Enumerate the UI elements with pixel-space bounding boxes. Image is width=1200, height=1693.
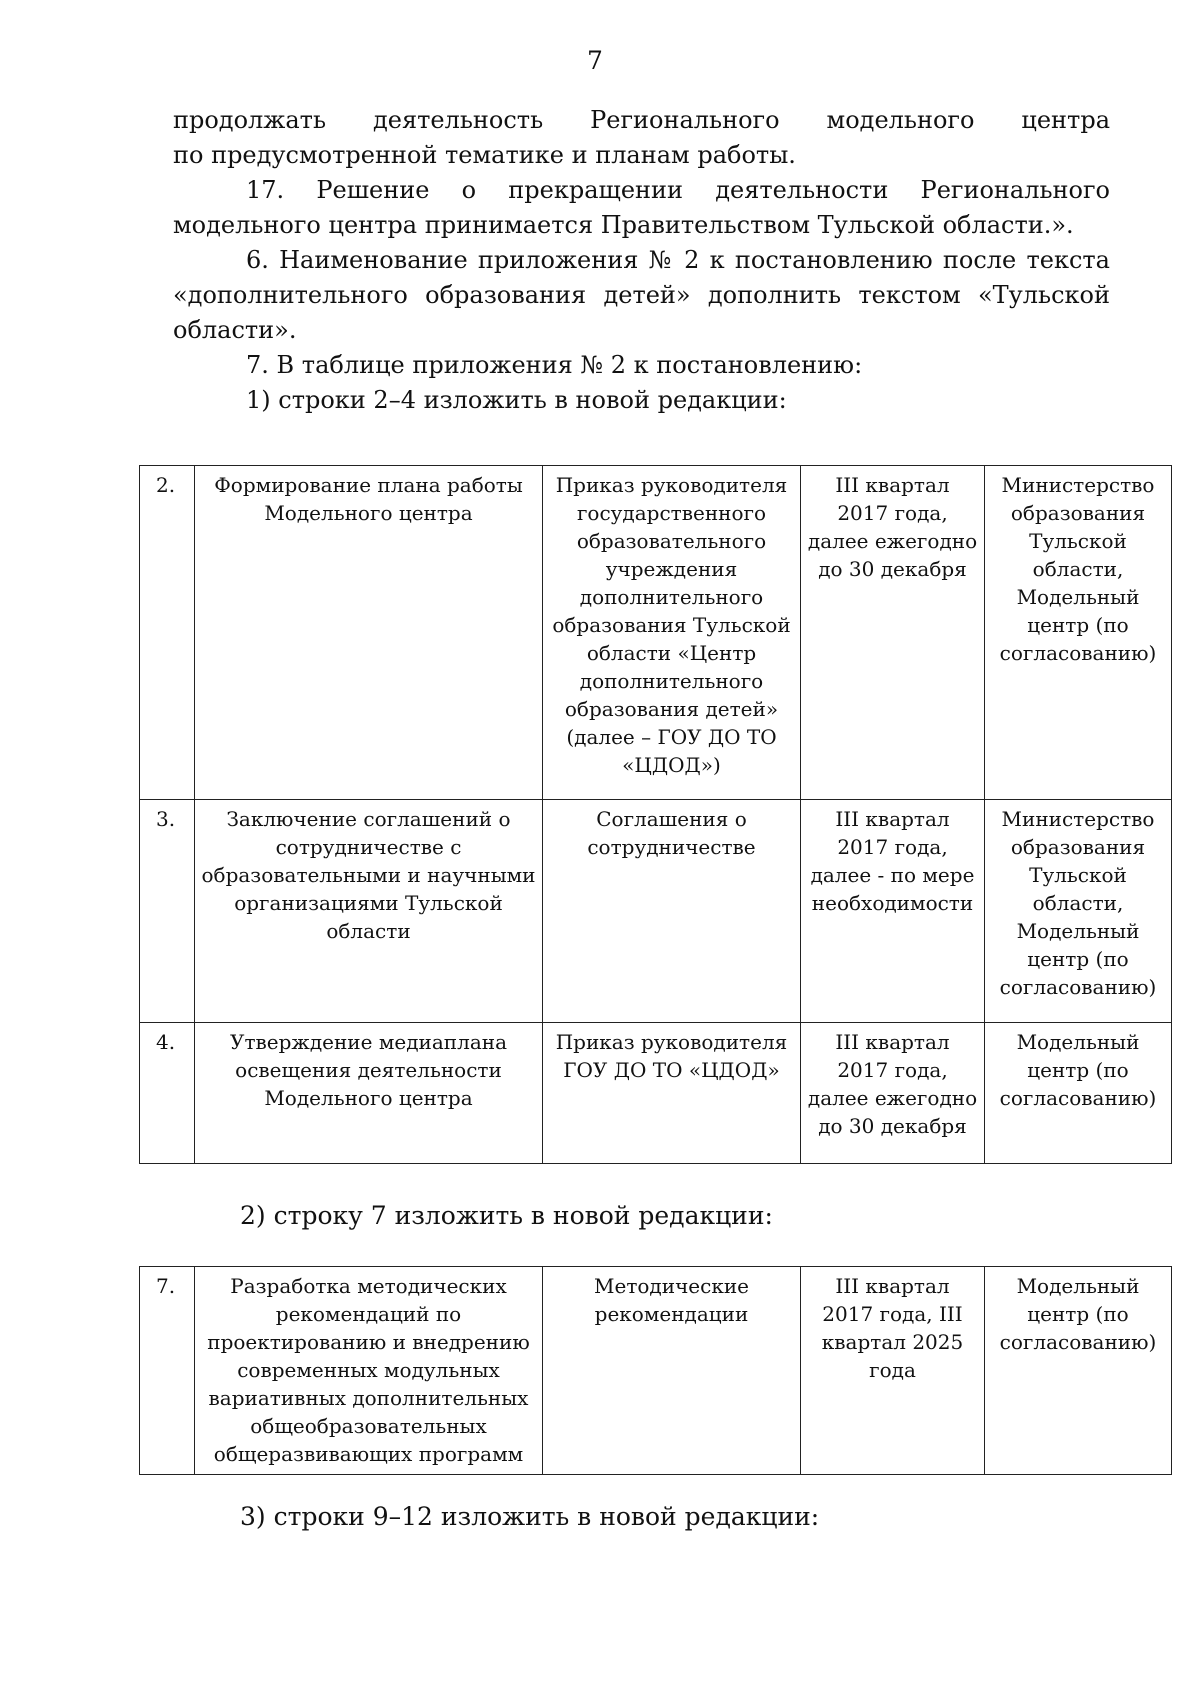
row-period: III квартал 2017 года, III квартал 2025 года [801, 1267, 985, 1475]
table-row [140, 1023, 1172, 1164]
row-number: 2. [140, 466, 195, 800]
row-responsible: Модельный центр (по согласованию) [985, 1267, 1172, 1475]
subheading-rows-2-4: 1) строки 2–4 изложить в новой редакции: [246, 386, 787, 414]
paragraph-item-7: 7. В таблице приложения № 2 к постановлению: [246, 351, 863, 379]
row-action: Заключение соглашений о сотрудничестве с образовательными и научными организациями Тульской области [195, 800, 543, 1023]
row-number: 4. [140, 1023, 195, 1164]
paragraph-item-6: 6. Наименование приложения № 2 к постановлению после текста «дополнительного образования детей» дополнить текстом «Тульской области». [173, 246, 1110, 344]
subheading-row-7: 2) строку 7 изложить в новой редакции: [240, 1201, 773, 1230]
page-number: 7 [587, 46, 603, 75]
row-document: Соглашения о сотрудничестве [543, 800, 801, 1023]
row-action: Формирование плана работы Модельного центра [195, 466, 543, 800]
body-text [173, 103, 1110, 418]
paragraph-continuation-line1: продолжать деятельность Регионального модельного центра [173, 106, 1110, 134]
row-document: Методические рекомендации [543, 1267, 801, 1475]
row-period: III квартал 2017 года, далее ежегодно до 30 декабря [801, 466, 985, 800]
table-row [140, 466, 1172, 800]
row-period: III квартал 2017 года, далее ежегодно до 30 декабря [801, 1023, 985, 1164]
row-responsible: Министерство образования Тульской области, Модельный центр (по согласованию) [985, 800, 1172, 1023]
table-row [140, 800, 1172, 1023]
table-rows-2-4 [139, 465, 1172, 1164]
paragraph-17: 17. Решение о прекращении деятельности Регионального модельного центра принимается Правительством Тульской области.». [173, 176, 1110, 239]
row-document: Приказ руководителя государственного образовательного учреждения дополнительного образования Тульской области «Центр дополнительного образования детей» (далее – ГОУ ДО ТО «ЦДОД») [543, 466, 801, 800]
subheading-rows-9-12: 3) строки 9–12 изложить в новой редакции: [240, 1502, 820, 1531]
row-responsible: Модельный центр (по согласованию) [985, 1023, 1172, 1164]
row-action: Разработка методических рекомендаций по проектированию и внедрению современных модульных вариативных дополнительных общеобразовательных общеразвивающих программ [195, 1267, 543, 1475]
row-action: Утверждение медиаплана освещения деятельности Модельного центра [195, 1023, 543, 1164]
table-row-7 [139, 1266, 1172, 1475]
row-document: Приказ руководителя ГОУ ДО ТО «ЦДОД» [543, 1023, 801, 1164]
row-number: 3. [140, 800, 195, 1023]
row-period: III квартал 2017 года, далее - по мере необходимости [801, 800, 985, 1023]
row-number: 7. [140, 1267, 195, 1475]
row-responsible: Министерство образования Тульской области, Модельный центр (по согласованию) [985, 466, 1172, 800]
paragraph-continuation-rest: по предусмотренной тематике и планам работы. [173, 141, 796, 169]
table-row [140, 1267, 1172, 1475]
